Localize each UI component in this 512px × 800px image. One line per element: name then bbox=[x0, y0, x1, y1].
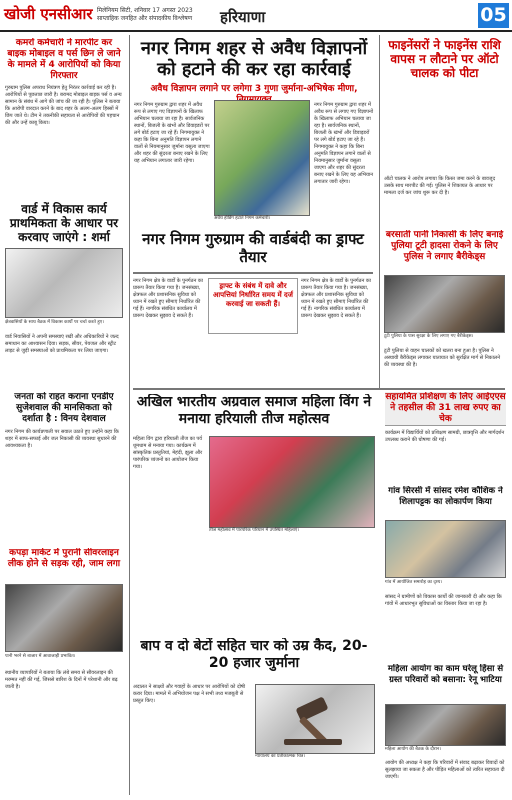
story-body: कार्यक्रम में विद्यार्थियों को प्रशिक्षण सामग्री, छात्रवृत्ति और मार्गदर्शन उपलब्ध कराने की घोषणा की गई। bbox=[385, 430, 505, 443]
story-body: ऑटो चालक ने आरोप लगाया कि किस्त जमा करने के बावजूद उसके साथ मारपीट की गई। पुलिस ने शिकायत के आधार पर मामला दर्ज कर जांच शुरू कर दी है। bbox=[384, 176, 496, 196]
story-headline: नगर निगम गुरुग्राम की वार्डबंदी का ड्राफ्ट तैयार bbox=[142, 230, 364, 266]
story-headline: अखिल भारतीय अग्रवाल समाज महिला विंग ने मनाया हरियाली तीज महोत्सव bbox=[136, 394, 372, 427]
story-photo bbox=[209, 436, 375, 528]
story-body: स्थानीय व्यापारियों ने बताया कि लंबे समय से सीवरलाइन की मरम्मत नहीं की गई, जिससे बारिश के दिनों में परेशानी और बढ़ जाती है। bbox=[5, 670, 118, 690]
ward-story bbox=[133, 230, 373, 388]
library-story bbox=[385, 486, 506, 661]
story-body-continued: नगर निगम क्षेत्र के वार्डों के पुनर्गठन का प्रारूप तैयार किया गया है। जनसंख्या, क्षेत्रफल और प्रशासनिक सुविधा को ध्यान में रखते हुए सीमाएं निर्धारित की गई हैं। नागरिक संबंधित कार्यालय में प्रारूप देखकर सुझाव दे सकते हैं। bbox=[301, 278, 371, 319]
story-headline: सहायमित प्रशिक्षण के लिए आईएएस ने तहसील की 31 लाख रुपए का चेक bbox=[385, 392, 506, 424]
story-body: महिला विंग द्वारा हरियाली तीज का पर्व धूमधाम से मनाया गया। कार्यक्रम में सांस्कृतिक प्रस्तुतियां, मेहंदी, झूला और पारंपरिक व्यंजनों का आयोजन किया गया। bbox=[133, 436, 203, 470]
section-divider bbox=[133, 388, 505, 390]
story-left-low bbox=[5, 392, 123, 518]
rain-story bbox=[384, 230, 505, 388]
section-title: हरियाणा bbox=[220, 8, 266, 26]
divider bbox=[133, 272, 373, 274]
story-headline: जनता को राहत कराना एनडीए सुजेशवाल की मानसिकता को दर्शाता है : विनय देशवाल bbox=[14, 392, 114, 424]
page-number: 05 bbox=[478, 3, 509, 28]
column-rule-left bbox=[129, 35, 130, 795]
story-headline: कपड़ा मार्केट में पुरानी सीवरलाइन लीक होने से सड़क रही, जाम लगा bbox=[7, 548, 121, 569]
story-photo bbox=[385, 520, 506, 578]
story-photo bbox=[5, 584, 123, 652]
lead-body-right: नगर निगम गुरुग्राम द्वारा शहर में अवैध रूप से लगाए गए विज्ञापनों के खिलाफ अभियान चलाया जा रहा है। सार्वजनिक स्थानों, बिजली के खंभों और डिवाइडरों पर लगे बोर्ड हटाए जा रहे हैं। निगमायुक्त ने कहा कि बिना अनुमति विज्ञापन लगाने वालों से नियमानुसार जुर्माना वसूला जाएगा और शहर की सुंदरता बनाए रखने के लिए यह अभियान लगातार जारी रहेगा। bbox=[314, 102, 374, 185]
photo-caption: पानी भरने से बाजार में आवाजाही प्रभावित। bbox=[5, 654, 76, 659]
story-photo bbox=[5, 248, 123, 318]
story-body: गुरुग्राम पुलिस अपराध नियंत्रण हेतु निरंतर कार्रवाई कर रही है। आरोपियों से पूछताछ जारी है। बरामद मोबाइल बाइक पर्स व अन्य सामान के संबंध में आगे की जांच की जा रही है। पुलिस ने बताया कि आरोपी वारदात करने के बाद शहर के अलग-अलग हिस्सों में छिप जाते थे। टीम ने तकनीकी सहायता से आरोपियों की पहचान की और उन्हें काबू किया। bbox=[5, 85, 122, 126]
story-body: वार्ड निवासियों ने अपनी समस्याएं रखीं और अधिकारियों ने जल्द समाधान का आश्वासन दिया। सड़क, सीवर, पेयजल और स्ट्रीट लाइट से जुड़ी समस्याओं को प्राथमिकता पर लिया जाएगा। bbox=[5, 334, 119, 354]
auto-story bbox=[384, 38, 505, 228]
lead-body-left: नगर निगम गुरुग्राम द्वारा शहर में अवैध रूप से लगाए गए विज्ञापनों के खिलाफ अभियान चलाया जा रहा है। सार्वजनिक स्थानों, बिजली के खंभों और डिवाइडरों पर लगे बोर्ड हटाए जा रहे हैं। निगमायुक्त ने कहा कि बिना अनुमति विज्ञापन लगाने वालों से नियमानुसार जुर्माना वसूला जाएगा और शहर की सुंदरता बनाए रखने के लिए यह अभियान लगातार जारी रहेगा। bbox=[134, 102, 210, 164]
lead-subheadline: अवैध विज्ञापन लगाने पर लगेगा 3 गुणा जुर्माना-अभिषेक मीणा, bbox=[150, 84, 358, 94]
story-headline: कमरों कर्मचारी ने मारपीट कर बाइक मोबाइल व पर्स छिन ले जाने के मामले में 4 आरोपियों को किया गिरफ्तार bbox=[7, 38, 121, 81]
story-headline: महिला आयोग का काम घरेलू हिंसा से ग्रस्त परिवारों को बसाना: रेनू भाटिया bbox=[387, 664, 504, 685]
story-headline: बाप व दो बेटों सहित चार को उम्र कैद, 20-20 हजार जुर्माना bbox=[140, 638, 368, 671]
lead-headline: नगर निगम शहर से अवैध विज्ञापनों को हटाने की कर रहा कार्रवाई bbox=[140, 38, 368, 80]
story-headline: फाइनेंसरों ने फाइनेंस राशि वापस न लौटाने पर ऑटो चालक को पीटा bbox=[388, 38, 501, 80]
story-photo bbox=[384, 275, 505, 333]
lead-story bbox=[134, 38, 374, 228]
women-story bbox=[385, 664, 506, 796]
story-left-bottom bbox=[5, 548, 123, 786]
admission-story bbox=[385, 392, 506, 486]
teej-story bbox=[133, 394, 375, 539]
photo-caption: तीज महोत्सव में पारंपरिक परिधान में उपस्थित महिलाएं। bbox=[209, 528, 300, 533]
story-headline: गांव सिरसी में सांसद रमेश कौशिक ने शिलापट्टक का लोकार्पण किया bbox=[388, 486, 503, 507]
photo-caption: अवैध होर्डिंग हटाते निगम कर्मचारी। bbox=[214, 216, 271, 221]
photo-caption: न्यायालय का प्रतीकात्मक चित्र। bbox=[255, 754, 305, 759]
story-body: टूटी पुलिया से वाहन चालकों को खतरा बना हुआ है। पुलिस ने अस्थायी बैरीकेड्स लगाकर यातायात को सुरक्षित मार्ग से निकालने की व्यवस्था की है। bbox=[384, 348, 501, 368]
gavel-icon bbox=[279, 692, 351, 748]
photo-caption: महिला आयोग की बैठक के दौरान। bbox=[385, 747, 442, 752]
story-headline: वार्ड में विकास कार्य प्राथमिकता के आधार पर करवाए जाएंगे : शर्मा bbox=[9, 202, 119, 244]
story-body: अदालत ने साक्ष्यों और गवाहों के आधार पर आरोपियों को दोषी करार दिया। मामले में अभियोजन पक्ष ने सभी तथ्य मजबूती से प्रस्तुत किए। bbox=[133, 684, 246, 704]
court-story bbox=[133, 638, 375, 796]
story-left-top bbox=[5, 38, 123, 160]
photo-caption: क्षेत्रवासियों के साथ बैठक में विकास कार्यों पर चर्चा करते हुए। bbox=[5, 320, 104, 325]
dateline-secondary: साप्ताहिक जनहित और संपादकीय विश्लेषण bbox=[97, 15, 193, 22]
column-rule-right bbox=[379, 35, 380, 390]
ward-highlight-box: ड्राफ्ट के संबंध में दावे और आपत्तियां निर्धारित समय में दर्ज करवाई जा सकती हैं। bbox=[208, 278, 298, 334]
lead-photo bbox=[214, 100, 310, 216]
story-body: नगर निगम की कार्यप्रणाली पर सवाल उठाते हुए उन्होंने कहा कि शहर में साफ-सफाई और जल निकासी की व्यवस्था सुधारने की आवश्यकता है। bbox=[5, 429, 119, 449]
dateline-primary: मिलेनियम सिटी, शनिवार 17 अगस्त 2023 bbox=[97, 7, 193, 14]
dateline bbox=[97, 7, 193, 23]
story-photo bbox=[385, 704, 506, 746]
photo-caption: गांव में आयोजित समारोह का दृश्य। bbox=[385, 580, 443, 585]
story-headline: बरसाती पानी निकासी के लिए बनाई पुलिया टूटी हादसा रोकने के लिए पुलिस ने लगाए बैरीकेड्स bbox=[385, 230, 504, 262]
story-body: सांसद ने ग्रामीणों को विकास कार्यों की जानकारी दी और कहा कि गांवों में आधारभूत सुविधाओं का विस्तार किया जा रहा है। bbox=[385, 594, 502, 607]
story-body: आयोग की अध्यक्ष ने कहा कि परिवारों में संवाद बढ़ाकर विवादों को सुलझाया जा सकता है और पीड़ित महिलाओं को त्वरित सहायता दी जाएगी। bbox=[385, 760, 505, 780]
photo-caption: टूटी पुलिया के पास सुरक्षा के लिए लगाए गए बैरीकेड्स। bbox=[384, 334, 474, 339]
story-left-mid bbox=[5, 202, 123, 388]
newspaper-brand: खोजी एनसीआर bbox=[4, 5, 93, 23]
story-body: नगर निगम क्षेत्र के वार्डों के पुनर्गठन का प्रारूप तैयार किया गया है। जनसंख्या, क्षेत्रफल और प्रशासनिक सुविधा को ध्यान में रखते हुए सीमाएं निर्धारित की गई हैं। नागरिक संबंधित कार्यालय में प्रारूप देखकर सुझाव दे सकते हैं। bbox=[133, 278, 203, 319]
masthead bbox=[0, 0, 512, 32]
